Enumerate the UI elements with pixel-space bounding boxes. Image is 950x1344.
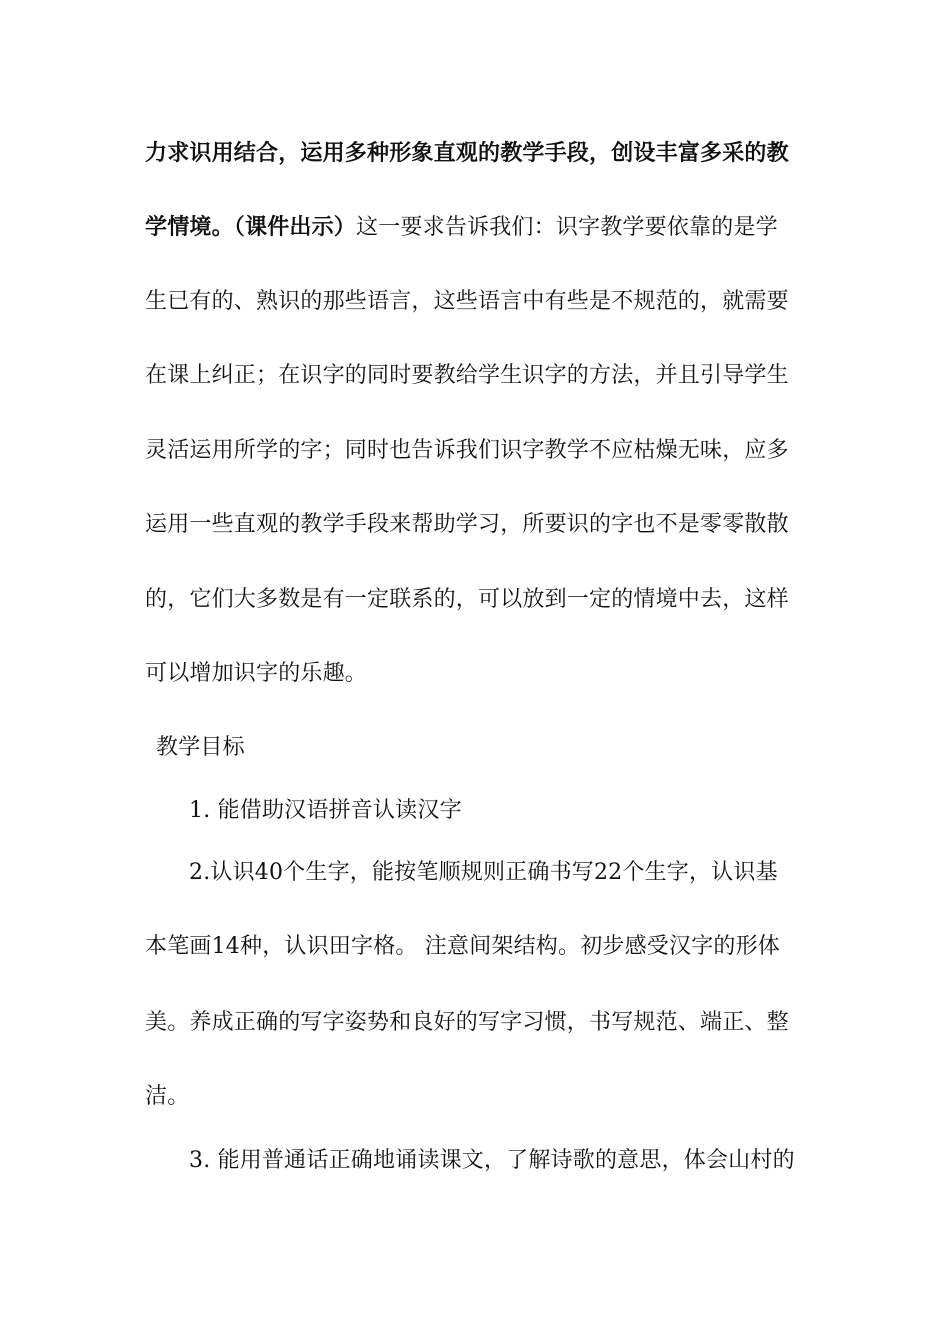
goal-item: 2.认识40个生字，能按笔顺规则正确书写22个生字，认识基 xyxy=(189,860,778,885)
paragraph-line: 美。养成正确的写字姿势和良好的写字习惯，书写规范、端正、整 xyxy=(145,1010,789,1035)
paragraph-line: 运用一些直观的教学手段来帮助学习，所要识的字也不是零零散散 xyxy=(145,512,789,537)
paragraph-line: 的，它们大多数是有一定联系的，可以放到一定的情境中去，这样 xyxy=(145,587,789,612)
paragraph-line: 生已有的、熟识的那些语言，这些语言中有些是不规范的，就需要 xyxy=(145,289,789,314)
paragraph-line: 本笔画14种，认识田字格。 注意间架结构。初步感受汉字的形体 xyxy=(145,934,780,959)
paragraph-line xyxy=(145,212,805,243)
bold-text: 学情境。（课件出示） xyxy=(145,214,357,240)
paragraph-line: 可以增加识字的乐趣。 xyxy=(145,661,368,686)
paragraph-text: 这一要求告诉我们：识字教学要依靠的是学 xyxy=(356,215,778,240)
goal-item: 3. 能用普通话正确地诵读课文，了解诗歌的意思，体会山村的 xyxy=(189,1148,795,1173)
paragraph-line: 灵活运用所学的字；同时也告诉我们识字教学不应枯燥无味，应多 xyxy=(145,438,789,463)
goal-item: 1. 能借助汉语拼音认读汉字 xyxy=(189,798,462,823)
paragraph-line: 在课上纠正；在识字的同时要教给学生识字的方法，并且引导学生 xyxy=(145,363,789,388)
paragraph-line: 力求识用结合，运用多种形象直观的教学手段，创设丰富多采的教 xyxy=(145,140,789,166)
paragraph-line: 洁。 xyxy=(145,1084,190,1109)
section-heading: 教学目标 xyxy=(156,735,245,760)
